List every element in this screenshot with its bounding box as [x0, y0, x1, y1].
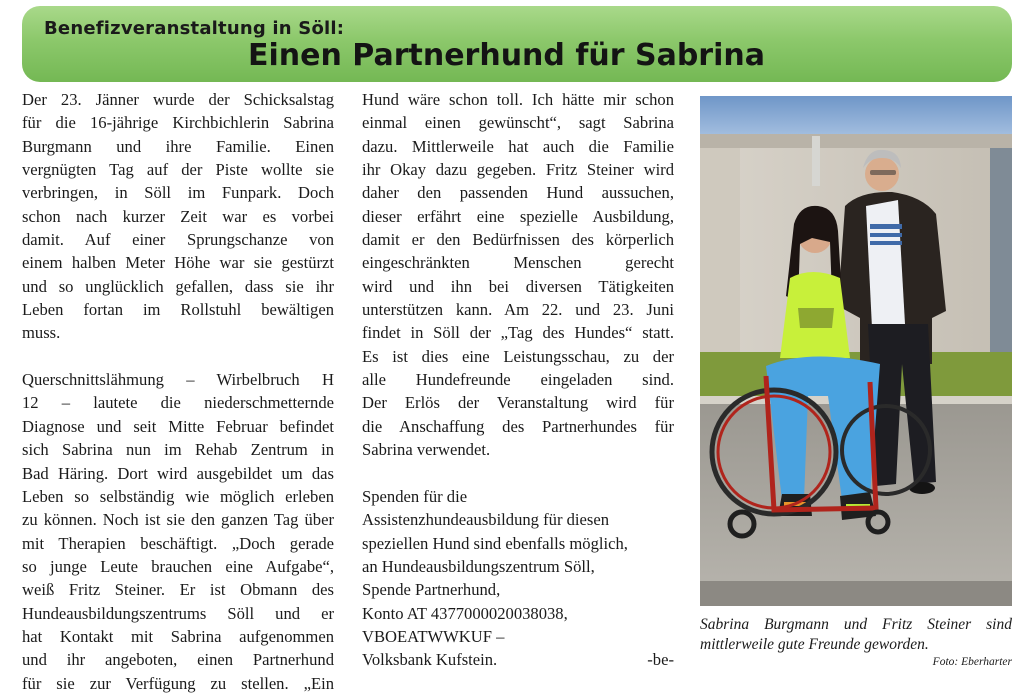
headline-banner [22, 6, 1012, 82]
text-line: findet in Söll der „Tag des Hundes“ statt. [362, 323, 674, 343]
text-line: Es ist dies eine Leistungsschau, zu der [362, 346, 674, 366]
text-column-2 [362, 88, 674, 672]
text-line: so junge Leute brauchen eine Aufgabe“, [22, 556, 334, 576]
text-line: die Anschaffung des Partnerhundes für [362, 416, 674, 436]
donation-info [362, 485, 674, 672]
author-signature: -be- [647, 650, 674, 670]
closing-line [362, 648, 674, 671]
text-line: ihr Okay dazu gegeben. Fritz Steiner wird [362, 160, 674, 180]
text-line: daher den passenden Hund aussuchen, [362, 183, 674, 203]
text-line: eingeschränkten Menschen gerecht [362, 253, 674, 273]
text-line: Hundeausbildungszentrums Söll und er [22, 603, 334, 623]
text-line: 12 – lautete die niederschmetternde [22, 393, 334, 413]
paragraph-2 [22, 368, 334, 695]
article-headline: Einen Partnerhund für Sabrina [248, 38, 765, 73]
paragraph-3 [362, 88, 674, 462]
text-line: wird und ihn bei diversen Tätigkeiten [362, 276, 674, 296]
text-line: dazu. Mittlerweile hat auch die Familie [362, 136, 674, 156]
text-line: einmal einen gewünscht“, sagt Sabrina [362, 113, 674, 133]
text-line: Leben so selbständig wie möglich erleben [22, 486, 334, 506]
text-line: Assistenzhundeausbildung für diesen [362, 510, 610, 530]
text-line: Diagnose und seit Mitte Februar befindet [22, 416, 334, 436]
text-line: damit er den Bedürfnissen des körperlich [362, 230, 674, 250]
text-line: unterstützen kann. Am 22. und 23. Juni [362, 300, 674, 320]
text-line: Leben fortan im Rollstuhl bewältigen [22, 300, 334, 320]
text-line: dieser erfährt eine spezielle Ausbildung, [362, 206, 674, 226]
text-line: Hund wäre schon toll. Ich hätte mir schon [362, 90, 674, 109]
photo-illustration [700, 96, 1012, 606]
text-line: hat Kontakt mit Sabrina aufgenommen [22, 626, 334, 646]
text-line: alle Hundefreunde eingeladen sind. [362, 370, 674, 390]
caption-line: Sabrina Burgmann und Fritz Steiner sind [700, 616, 1012, 633]
text-line: zu können. Noch ist sie den ganzen Tag über [22, 510, 334, 530]
text-line: Bad Häring. Dort wird ausgebildet um das [22, 463, 334, 483]
text-line: Der 23. Jänner wurde der Schicksalstag [22, 90, 334, 109]
text-line: einem halben Meter Höhe war sie gestürzt [22, 253, 334, 273]
text-line: weiß Fritz Steiner. Er ist Obmann des [22, 580, 334, 600]
bank-account: Konto AT 4377000020038038, [362, 603, 568, 623]
text-line: Spenden für die [362, 486, 468, 506]
text-line: verbringen, in Söll im Funpark. Doch [22, 183, 334, 203]
text-line: schon nach kurzer Zeit war es vorbei [22, 206, 334, 226]
caption-line: mittlerweile gute Freunde geworden. [700, 636, 929, 653]
text-line: für sie zur Verfügung zu stellen. „Ein [22, 673, 334, 693]
text-line: muss. [22, 323, 61, 343]
text-line: Spende Partnerhund, [362, 580, 501, 600]
text-line: Der Erlös der Veranstaltung wird für [362, 393, 674, 413]
text-line: an Hundeausbildungszentrum Söll, [362, 556, 595, 576]
photo-caption [700, 615, 1012, 655]
text-line: vergnügten Tag auf der Piste wollte sie [22, 160, 334, 180]
text-line: Burgmann und ihre Familie. Einen [22, 136, 334, 156]
text-line: Sabrina verwendet. [362, 440, 491, 460]
text-line: und ihr angeboten, einen Partnerhund [22, 650, 334, 670]
text-line: damit. Auf einer Sprungschanze von [22, 230, 334, 250]
kicker: Benefizveranstaltung in Söll: [44, 18, 345, 39]
text-line: mit Therapien beschäftigt. „Doch gerade [22, 533, 334, 553]
text-line: speziellen Hund sind ebenfalls möglich, [362, 533, 628, 553]
text-line: und so unglücklich gefallen, dass sie ihr [22, 276, 334, 296]
text-column-1 [22, 88, 334, 695]
bank-name: Volksbank Kufstein. [362, 650, 498, 670]
text-line: Querschnittslähmung – Wirbelbruch H [22, 370, 334, 390]
paragraph-1 [22, 88, 334, 345]
bic-code: VBOEATWWKUF – [362, 626, 505, 646]
text-line: sich Sabrina nun im Rehab Zentrum in [22, 440, 334, 460]
photo-credit: Foto: Eberharter [932, 656, 1012, 668]
text-line: für die 16-jährige Kirchbichlerin Sabrina [22, 113, 334, 133]
article-photo [700, 96, 1012, 606]
